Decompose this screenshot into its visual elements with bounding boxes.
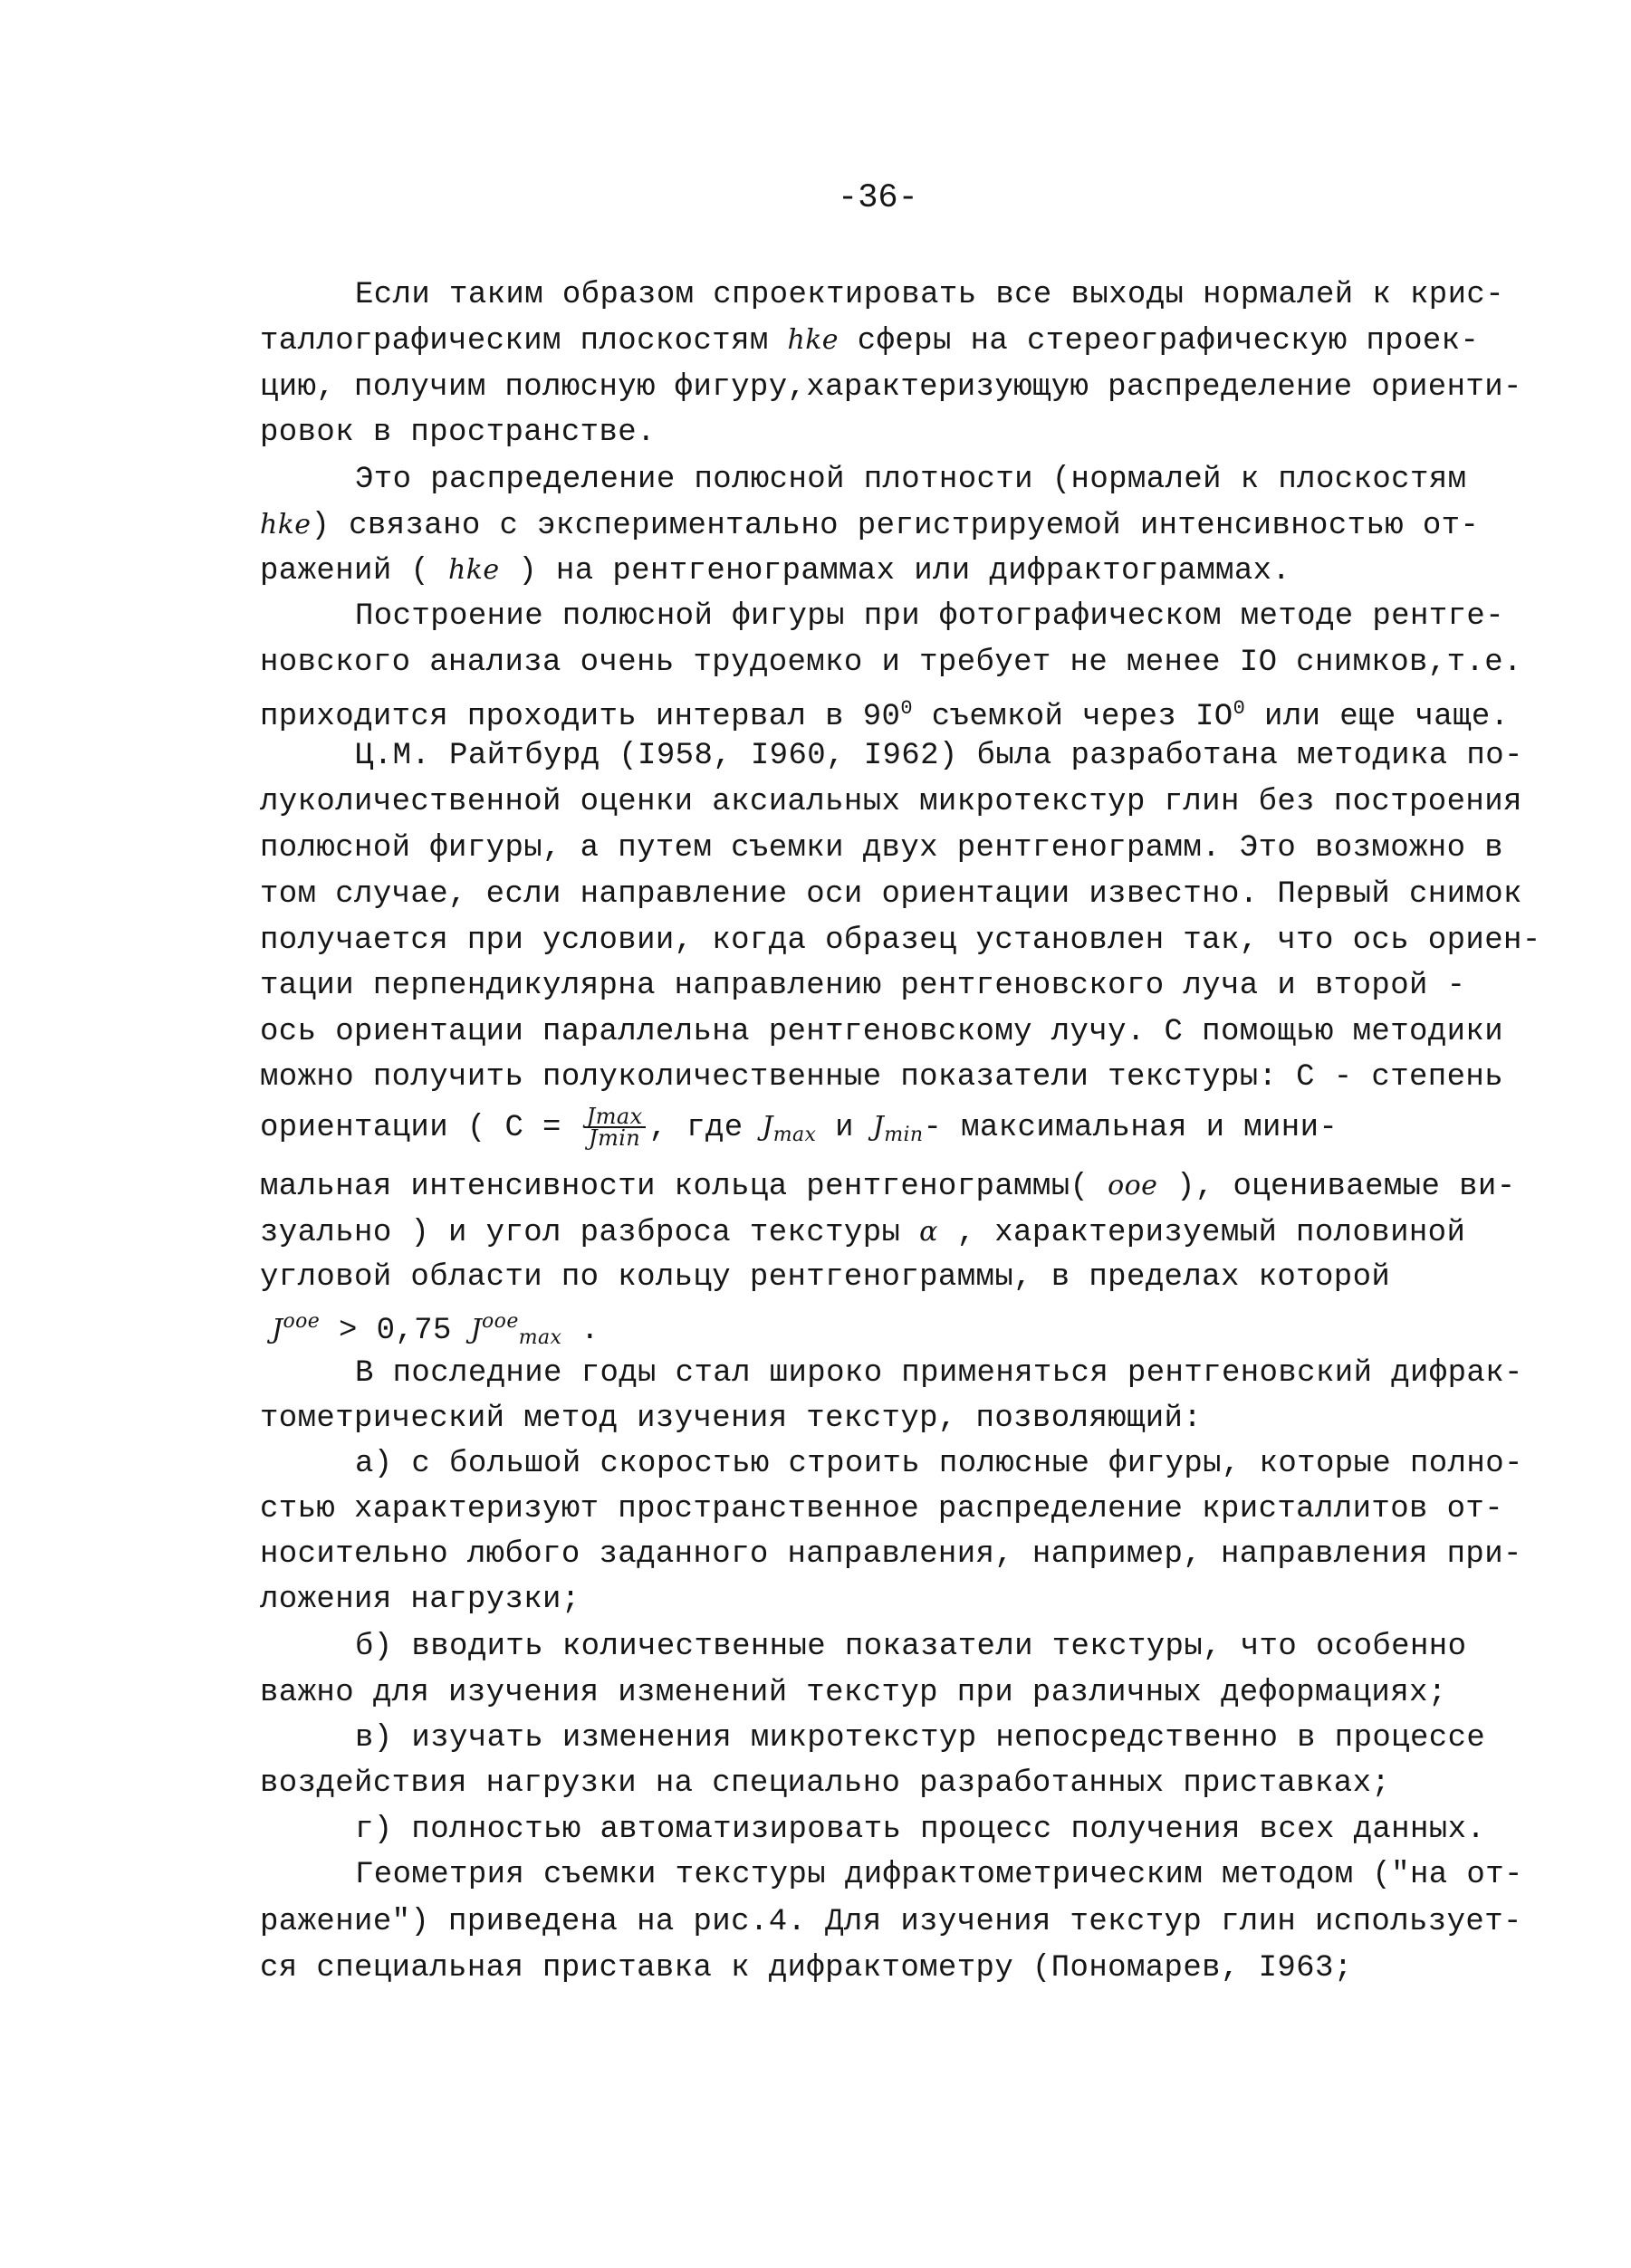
text-line: приходится проходить интервал в $90^0$ съемкой через $IO^0$ или еще чаще. — [260, 697, 1510, 734]
hkl-symbol: hke — [260, 509, 312, 541]
text-line: ориентации ( С = $\frac{Jmax}{Jmin}$ , где $J_{max}$ и $J_{min}-$ максимальная и мини- — [260, 1104, 1338, 1151]
text-line: стью характеризуют пространственное распределение кристаллитов от- — [260, 1492, 1504, 1526]
text-line: можно получить полуколичественные показатели текстуры: С - степень — [260, 1060, 1504, 1095]
degree-mark: 0 — [900, 697, 913, 720]
list-item-b: б) вводить количественные показатели текстуры, что особенно — [355, 1630, 1467, 1664]
list-item-a: а) с большой скоростью строить полюсные фигуры, которые полно- — [355, 1447, 1523, 1481]
text-line: мальная интенсивности кольца рентгенограммы( ooe ), оцениваемые ви- — [260, 1170, 1516, 1204]
text-line: важно для изучения изменений текстур при различных деформациях; — [260, 1676, 1447, 1710]
text-line: Если таким образом спроектировать все выходы нормалей к крис- — [355, 278, 1505, 312]
degree-mark: 0 — [1233, 697, 1246, 720]
page-number: -36- — [838, 179, 918, 217]
text-line: воздействия нагрузки на специально разработанных приставках; — [260, 1766, 1391, 1801]
text-line: получается при условии, когда образец установлен так, что ось ориен- — [260, 923, 1541, 958]
text-line: цию, получим полюсную фигуру,характеризующую распределение ориенти- — [260, 370, 1522, 405]
hkl-symbol: hke — [448, 554, 500, 586]
text-line: том случае, если направление оси ориентации известно. Первый снимок — [260, 877, 1522, 912]
formula-line: $J^{ooe} > 0,75$ $J^{ooe}_{max}$ . — [272, 1310, 600, 1349]
alpha-symbol: α — [919, 1216, 938, 1248]
text-line: hke) связано с экспериментально регистрируемой интенсивностью от- — [260, 509, 1480, 543]
text-line: полюсной фигуры, а путем съемки двух рентгенограмм. Это возможно в — [260, 831, 1504, 866]
text-line: Построение полюсной фигуры при фотографическом методе рентге- — [355, 599, 1505, 634]
text-line: носительно любого заданного направления, например, направления при- — [260, 1537, 1522, 1572]
text-line: ровок в пространстве. — [260, 416, 656, 450]
text-line: Геометрия съемки текстуры дифрактометрическим методом ("на от- — [355, 1858, 1523, 1892]
text-line: ся специальная приставка к дифрактометру (Пономарев, I963; — [260, 1951, 1353, 1986]
text-line: ложения нагрузки; — [260, 1583, 580, 1617]
text-line: новского анализа очень трудоемко и требует не менее IO снимков,т.е. — [260, 646, 1522, 680]
list-item-d: г) полностью автоматизировать процесс получения всех данных. — [355, 1813, 1486, 1847]
text-line: Ц.М. Райтбурд (I958, I960, I962) была разработана методика по- — [355, 739, 1523, 773]
ooe-symbol: ooe — [1108, 1170, 1158, 1201]
text-line: ось ориентации параллельна рентгеновскому лучу. С помощью методики — [260, 1015, 1504, 1049]
text-line: тации перпендикулярна направлению рентгеновского луча и второй - — [260, 969, 1466, 1003]
text-line: ражение") приведена на рис.4. Для изучения текстур глин использует- — [260, 1905, 1522, 1939]
hkl-symbol: hke — [787, 324, 839, 356]
text-line: зуально ) и угол разброса текстуры α , характеризуемый половиной — [260, 1216, 1466, 1250]
text-line: В последние годы стал широко применяться рентгеновский дифрак- — [355, 1356, 1523, 1391]
ratio-fraction: $\frac{Jmax}{Jmin}$ — [584, 1106, 646, 1148]
text-line: луколичественной оценки аксиальных микротекстур глин без построения — [260, 785, 1522, 819]
list-item-c: в) изучать изменения микротекстур непосредственно в процессе — [355, 1721, 1486, 1756]
text-line: Это распределение полюсной плотности (нормалей к плоскостям — [355, 463, 1467, 497]
text-line: тометрический метод изучения текстур, позволяющий: — [260, 1402, 1203, 1436]
text-line: таллографическим плоскостям hke сферы на стереографическую проек- — [260, 324, 1480, 359]
text-line: ражений ( hke ) на рентгенограммах или дифрактограммах. — [260, 554, 1291, 589]
text-line: угловой области по кольцу рентгенограммы, в пределах которой — [260, 1260, 1391, 1295]
